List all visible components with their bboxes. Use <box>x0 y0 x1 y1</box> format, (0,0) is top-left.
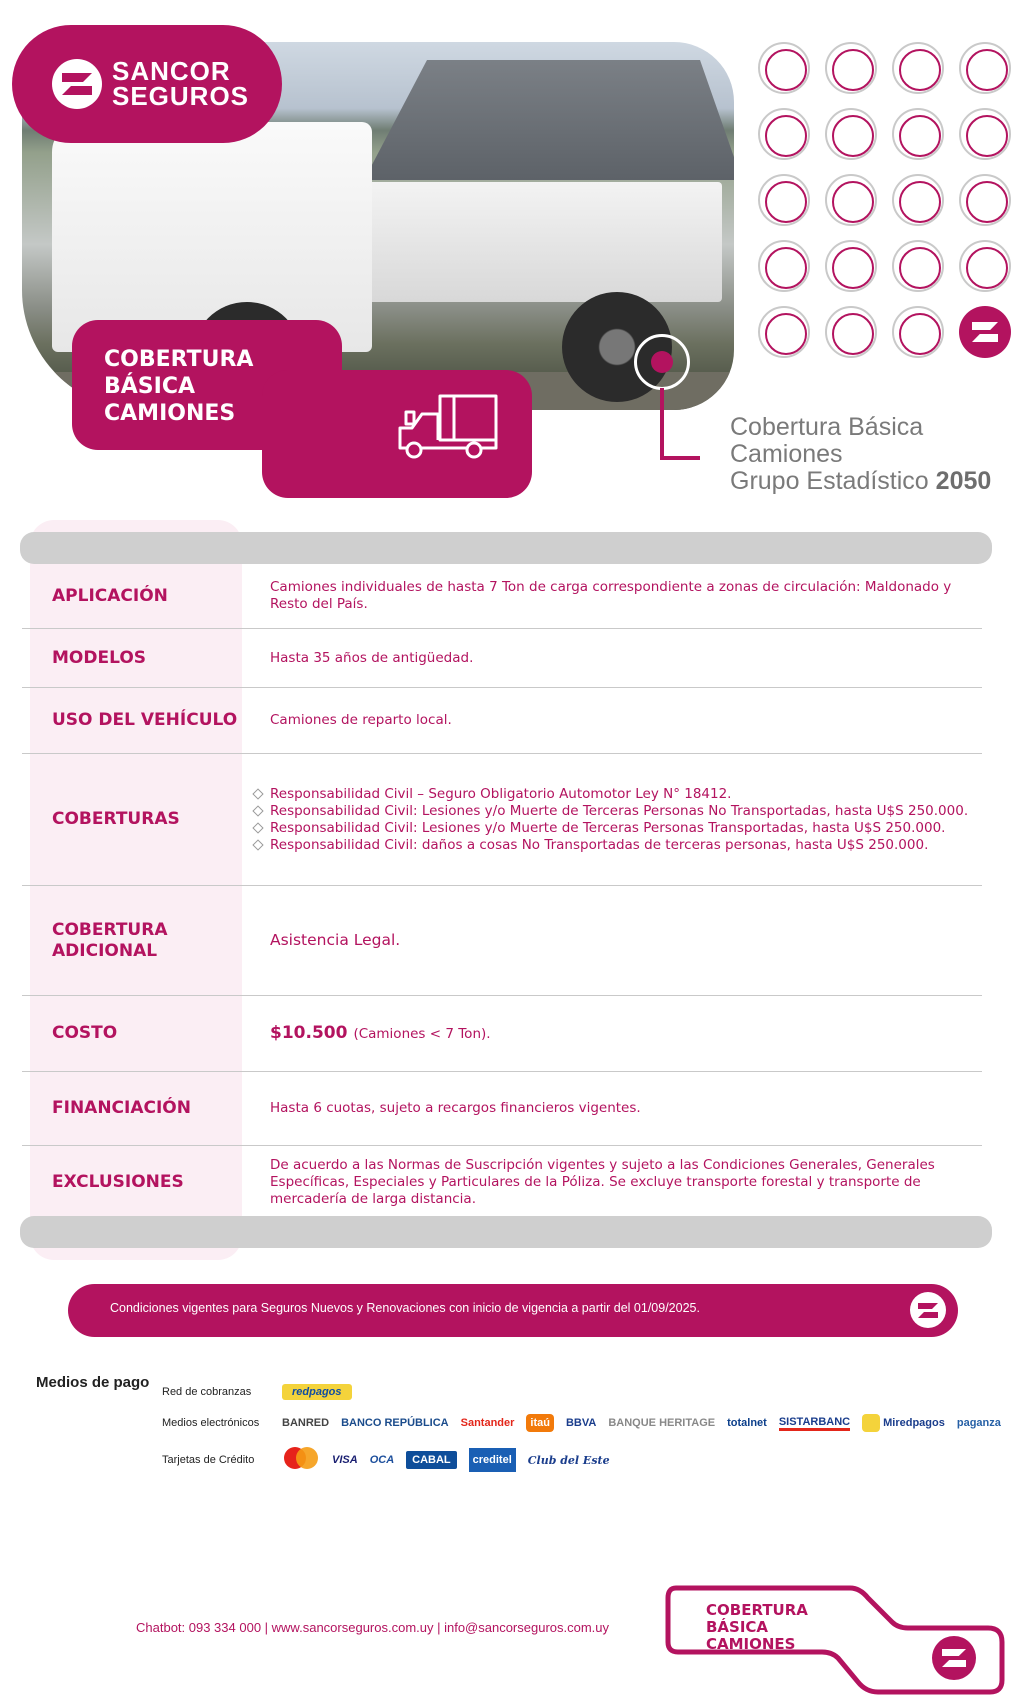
row-value: $10.500 (Camiones < 7 Ton). <box>270 1022 491 1043</box>
caption-line3: Grupo Estadístico <box>730 467 929 495</box>
contact-info: Chatbot: 093 334 000 | www.sancorseguros.com.uy | info@sancorseguros.com.uy <box>136 1620 610 1635</box>
totalnet-logo: totalnet <box>727 1417 767 1429</box>
statistical-group-number: 2050 <box>935 467 992 495</box>
itau-logo: itaú <box>526 1414 554 1432</box>
row-value: Camiones de reparto local. <box>270 712 452 728</box>
banred-logo: BANRED <box>282 1417 330 1429</box>
brand-logo <box>12 25 282 143</box>
coverage-badge <box>72 320 532 498</box>
table-row <box>22 1146 982 1218</box>
creditel-logo: creditel <box>469 1448 516 1472</box>
heritage-logo: BANQUE HERITAGE <box>608 1417 716 1429</box>
caption-line1: Cobertura Básica <box>730 413 924 441</box>
santander-logo: Santander <box>460 1417 515 1429</box>
list-item: Responsabilidad Civil: Lesiones y/o Muerte de Terceras Personas Transportadas, hasta U$S 250.000. <box>270 820 972 837</box>
table-row <box>22 886 982 996</box>
row-label: EXCLUSIONES <box>52 1171 184 1192</box>
cabal-logo: CABAL <box>406 1451 457 1469</box>
network-label: Red de cobranzas <box>162 1386 252 1398</box>
bbva-logo: BBVA <box>565 1417 597 1429</box>
coverage-list <box>242 786 982 854</box>
club-del-este-logo: Club del Este <box>527 1453 610 1467</box>
price: $10.500 <box>270 1022 348 1043</box>
sancor-logo-icon <box>910 1292 946 1328</box>
location-pin-icon <box>634 334 690 390</box>
brand-line1: SANCOR <box>112 56 231 86</box>
conditions-banner <box>68 1284 958 1337</box>
list-item: Responsabilidad Civil: Lesiones y/o Muerte de Terceras Personas No Transportadas, hasta U$S 250.000. <box>270 803 972 820</box>
sistarbanc-logo: SISTARBANC <box>779 1416 850 1431</box>
caption-line2: Camiones <box>730 440 843 468</box>
coverage-badge-small <box>662 1584 1008 1696</box>
row-label: COBERTURA ADICIONAL <box>52 919 168 961</box>
list-item: Responsabilidad Civil – Seguro Obligatorio Automotor Ley N° 18412. <box>270 786 972 803</box>
badge-line3: CAMIONES <box>104 401 236 426</box>
electronic-label: Medios electrónicos <box>162 1417 260 1429</box>
redpagos-logo: redpagos <box>282 1384 352 1400</box>
mastercard-logo <box>282 1447 320 1473</box>
sancor-logo-icon <box>959 306 1011 358</box>
decorative-circle-grid <box>758 42 1011 358</box>
brand-line2: SEGUROS <box>112 81 250 111</box>
table-top-bar <box>20 532 992 564</box>
table-row <box>22 754 982 886</box>
table-row <box>22 688 982 754</box>
payment-cards-row <box>162 1447 610 1473</box>
sancor-logo-icon <box>52 59 102 109</box>
table-row <box>22 629 982 688</box>
row-value: Asistencia Legal. <box>270 931 401 949</box>
row-label: MODELOS <box>52 647 147 668</box>
paganza-logo: paganza <box>956 1417 1001 1429</box>
row-label: COBERTURAS <box>52 809 180 829</box>
list-item: Responsabilidad Civil: daños a cosas No Transportadas de terceras personas, hasta U$S 250.000. <box>270 837 972 854</box>
truck-icon <box>392 392 502 462</box>
badge-small-line3: CAMIONES <box>706 1635 796 1653</box>
row-label: COSTO <box>52 1023 118 1043</box>
sancor-logo-icon <box>932 1636 976 1680</box>
row-value: Hasta 6 cuotas, sujeto a recargos financieros vigentes. <box>270 1100 641 1116</box>
row-label: FINANCIACIÓN <box>52 1098 191 1118</box>
conditions-text: Condiciones vigentes para Seguros Nuevos y Renovaciones con inicio de vigencia a partir del 01/09/2025. <box>110 1301 700 1315</box>
badge-line1: COBERTURA <box>104 347 254 372</box>
cards-label: Tarjetas de Crédito <box>162 1454 255 1466</box>
oca-logo: OCA <box>369 1454 395 1466</box>
payment-title: Medios de pago <box>36 1374 150 1391</box>
badge-line2: BÁSICA <box>104 374 195 399</box>
table-row <box>22 1072 982 1146</box>
header-caption <box>730 414 991 495</box>
republica-logo: BANCO REPÚBLICA <box>341 1417 449 1429</box>
payment-network-row <box>162 1384 352 1400</box>
visa-logo: VISA <box>332 1454 358 1466</box>
table-bottom-bar <box>20 1216 992 1248</box>
table-row <box>22 564 982 629</box>
row-label: APLICACIÓN <box>52 585 168 606</box>
table-row <box>22 996 982 1072</box>
row-label: USO DEL VEHÍCULO <box>52 710 238 730</box>
badge-small-line1: COBERTURA <box>706 1601 808 1619</box>
badge-small-line2: BÁSICA <box>706 1618 769 1636</box>
row-value: Hasta 35 años de antigüedad. <box>270 649 474 666</box>
row-value: De acuerdo a las Normas de Suscripción vigentes y sujeto a las Condiciones Generales, Generales Específicas, Especiales y Particulares de la Póliza. Se excluye transporte forestal y transporte de mercadería de larga distancia. <box>270 1156 935 1207</box>
payment-electronic-row <box>162 1414 1001 1432</box>
miredpagos-logo: Miredpagos <box>862 1414 945 1432</box>
row-value: Camiones individuales de hasta 7 Ton de carga correspondiente a zonas de circulación: Maldonado y Resto del País. <box>270 579 952 612</box>
